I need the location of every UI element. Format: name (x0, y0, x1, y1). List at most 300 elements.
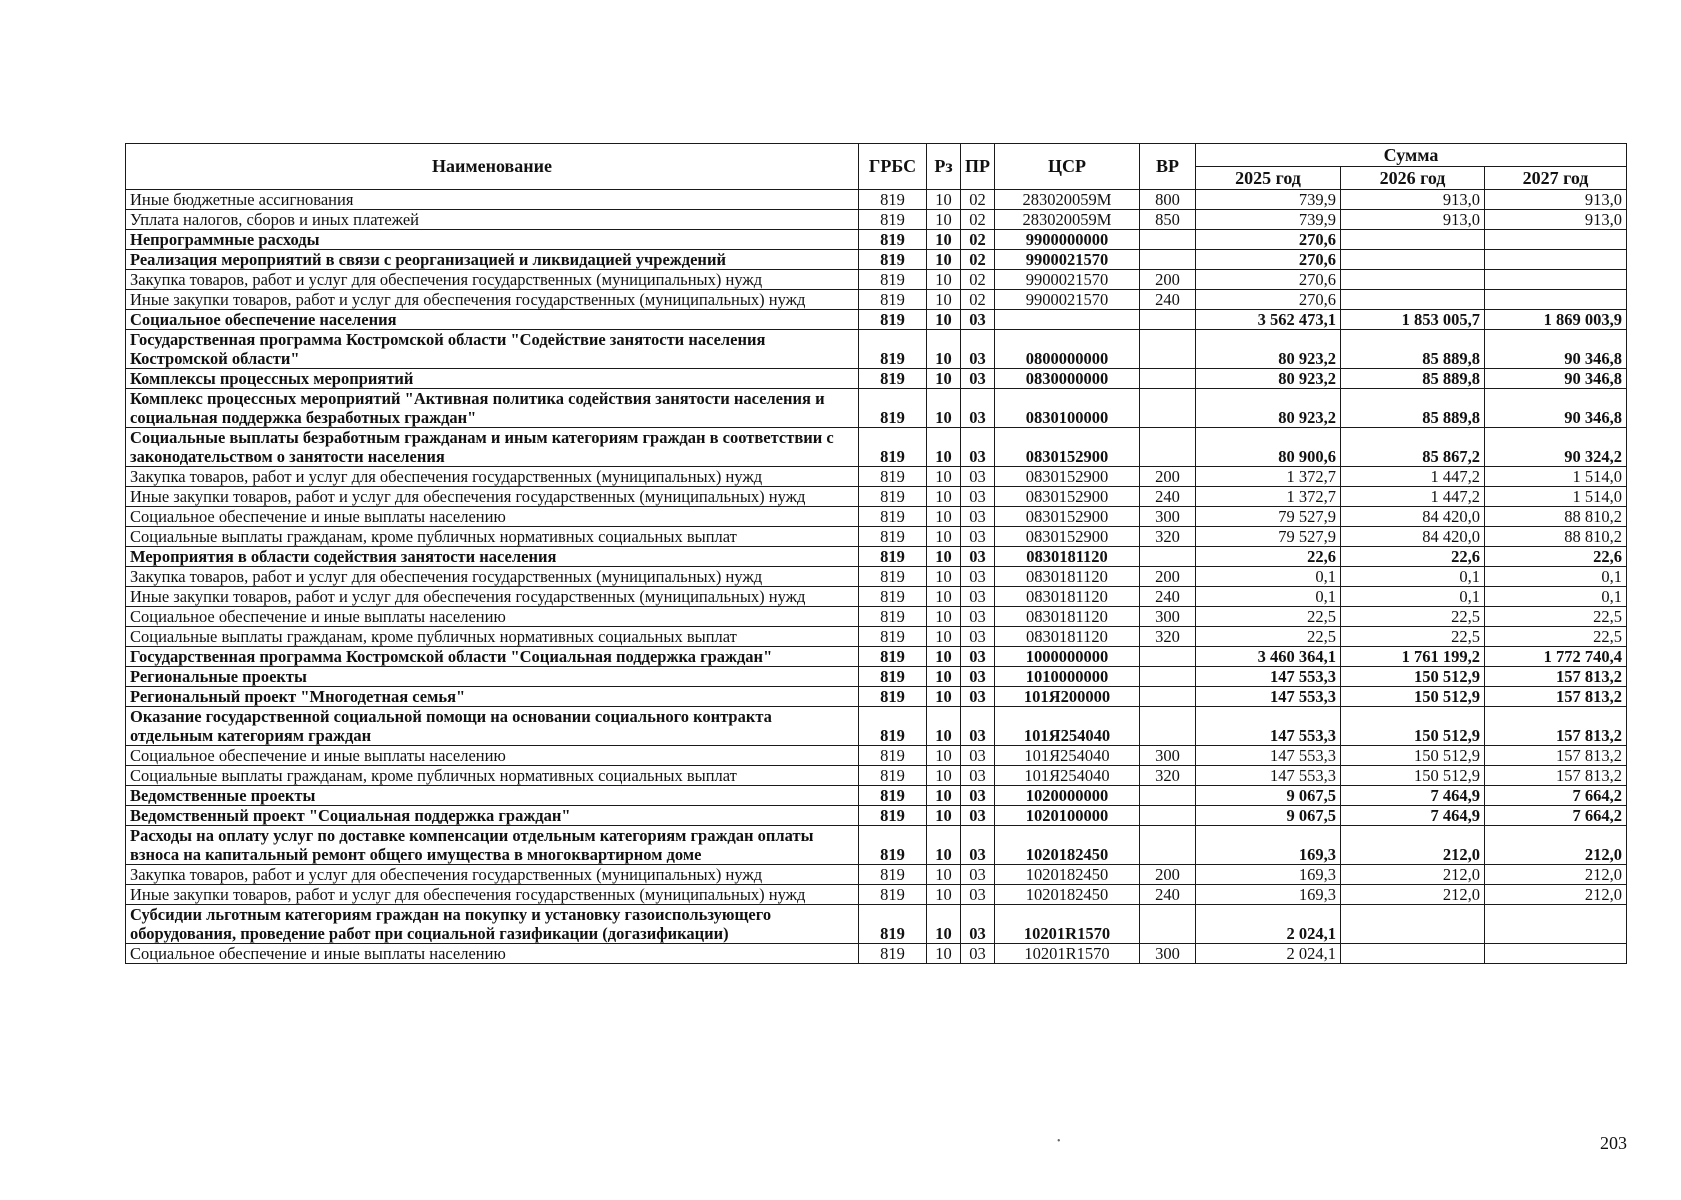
cell-name: Социальное обеспечение и иные выплаты населению (126, 746, 859, 766)
cell-pr: 03 (961, 567, 995, 587)
table-row (126, 766, 1627, 786)
cell-rz: 10 (927, 786, 961, 806)
table-row (126, 707, 1627, 746)
cell-vr: 240 (1140, 487, 1196, 507)
cell-name: Социальное обеспечение населения (126, 310, 859, 330)
cell-name: Социальное обеспечение и иные выплаты населению (126, 507, 859, 527)
cell-name: Социальные выплаты гражданам, кроме публичных нормативных социальных выплат (126, 627, 859, 647)
table-row (126, 210, 1627, 230)
cell-y2026: 1 761 199,2 (1341, 647, 1485, 667)
cell-rz: 10 (927, 428, 961, 467)
cell-vr (1140, 230, 1196, 250)
cell-y2027: 1 514,0 (1485, 467, 1627, 487)
cell-vr (1140, 250, 1196, 270)
cell-vr (1140, 369, 1196, 389)
cell-grbs: 819 (859, 905, 927, 944)
cell-y2026: 1 853 005,7 (1341, 310, 1485, 330)
cell-y2027: 157 813,2 (1485, 687, 1627, 707)
cell-y2027: 212,0 (1485, 885, 1627, 905)
cell-vr (1140, 806, 1196, 826)
cell-grbs: 819 (859, 270, 927, 290)
table-row (126, 826, 1627, 865)
cell-name: Реализация мероприятий в связи с реорганизацией и ликвидацией учреждений (126, 250, 859, 270)
cell-rz: 10 (927, 707, 961, 746)
cell-csr: 0800000000 (995, 330, 1140, 369)
cell-y2025: 169,3 (1196, 865, 1341, 885)
cell-pr: 03 (961, 885, 995, 905)
cell-vr (1140, 310, 1196, 330)
table-row (126, 190, 1627, 210)
table-row (126, 487, 1627, 507)
cell-grbs: 819 (859, 667, 927, 687)
cell-y2026: 84 420,0 (1341, 507, 1485, 527)
cell-y2027 (1485, 944, 1627, 964)
cell-name: Социальные выплаты безработным гражданам и иным категориям граждан в соответствии с законодательством о занятости населения (126, 428, 859, 467)
cell-vr: 240 (1140, 885, 1196, 905)
cell-y2026: 7 464,9 (1341, 806, 1485, 826)
cell-y2026: 913,0 (1341, 190, 1485, 210)
cell-y2027: 0,1 (1485, 587, 1627, 607)
header-2025: 2025 год (1196, 167, 1341, 190)
cell-name: Региональный проект "Многодетная семья" (126, 687, 859, 707)
table-row (126, 527, 1627, 547)
cell-grbs: 819 (859, 487, 927, 507)
cell-rz: 10 (927, 190, 961, 210)
cell-pr: 03 (961, 826, 995, 865)
cell-name: Непрограммные расходы (126, 230, 859, 250)
cell-rz: 10 (927, 330, 961, 369)
cell-y2027 (1485, 250, 1627, 270)
cell-grbs: 819 (859, 944, 927, 964)
cell-pr: 03 (961, 627, 995, 647)
table-row (126, 369, 1627, 389)
cell-pr: 03 (961, 944, 995, 964)
cell-vr (1140, 428, 1196, 467)
cell-pr: 03 (961, 310, 995, 330)
cell-y2027: 157 813,2 (1485, 707, 1627, 746)
cell-y2027: 913,0 (1485, 210, 1627, 230)
cell-y2025: 270,6 (1196, 270, 1341, 290)
cell-grbs: 819 (859, 587, 927, 607)
cell-y2026: 1 447,2 (1341, 487, 1485, 507)
header-name: Наименование (126, 144, 859, 190)
cell-name: Закупка товаров, работ и услуг для обеспечения государственных (муниципальных) нужд (126, 567, 859, 587)
cell-vr: 320 (1140, 766, 1196, 786)
cell-rz: 10 (927, 270, 961, 290)
cell-name: Социальное обеспечение и иные выплаты населению (126, 607, 859, 627)
cell-csr: 1020182450 (995, 826, 1140, 865)
cell-grbs: 819 (859, 507, 927, 527)
cell-grbs: 819 (859, 389, 927, 428)
table-row (126, 667, 1627, 687)
table-row (126, 865, 1627, 885)
cell-rz: 10 (927, 667, 961, 687)
cell-csr: 0830181120 (995, 547, 1140, 567)
cell-pr: 03 (961, 687, 995, 707)
cell-y2027: 88 810,2 (1485, 527, 1627, 547)
cell-pr: 03 (961, 905, 995, 944)
cell-name: Закупка товаров, работ и услуг для обеспечения государственных (муниципальных) нужд (126, 467, 859, 487)
cell-csr: 9900021570 (995, 290, 1140, 310)
cell-y2025: 2 024,1 (1196, 905, 1341, 944)
cell-name: Иные закупки товаров, работ и услуг для обеспечения государственных (муниципальных) нужд (126, 885, 859, 905)
cell-name: Субсидии льготным категориям граждан на покупку и установку газоиспользующего оборудования, проведение работ при социальной газификации (догазификации) (126, 905, 859, 944)
cell-pr: 03 (961, 707, 995, 746)
table-row (126, 389, 1627, 428)
cell-csr: 1010000000 (995, 667, 1140, 687)
cell-rz: 10 (927, 310, 961, 330)
cell-y2027: 90 324,2 (1485, 428, 1627, 467)
cell-csr: 0830181120 (995, 587, 1140, 607)
cell-name: Закупка товаров, работ и услуг для обеспечения государственных (муниципальных) нужд (126, 270, 859, 290)
cell-rz: 10 (927, 647, 961, 667)
cell-csr: 0830152900 (995, 428, 1140, 467)
table-row (126, 567, 1627, 587)
cell-y2025: 80 900,6 (1196, 428, 1341, 467)
cell-pr: 03 (961, 647, 995, 667)
cell-pr: 02 (961, 270, 995, 290)
cell-rz: 10 (927, 527, 961, 547)
cell-vr (1140, 547, 1196, 567)
cell-y2026 (1341, 230, 1485, 250)
cell-y2026: 212,0 (1341, 826, 1485, 865)
cell-y2026: 84 420,0 (1341, 527, 1485, 547)
cell-y2025: 169,3 (1196, 826, 1341, 865)
cell-pr: 03 (961, 330, 995, 369)
cell-y2026: 22,5 (1341, 627, 1485, 647)
cell-y2027: 913,0 (1485, 190, 1627, 210)
cell-pr: 03 (961, 428, 995, 467)
cell-csr: 0830152900 (995, 467, 1140, 487)
cell-csr: 0830181120 (995, 627, 1140, 647)
cell-vr: 850 (1140, 210, 1196, 230)
cell-name: Государственная программа Костромской области "Социальная поддержка граждан" (126, 647, 859, 667)
cell-pr: 03 (961, 766, 995, 786)
cell-csr: 283020059М (995, 210, 1140, 230)
cell-rz: 10 (927, 567, 961, 587)
cell-pr: 03 (961, 389, 995, 428)
cell-y2025: 0,1 (1196, 567, 1341, 587)
cell-y2026: 212,0 (1341, 885, 1485, 905)
cell-y2025: 22,6 (1196, 547, 1341, 567)
cell-vr (1140, 826, 1196, 865)
cell-rz: 10 (927, 290, 961, 310)
cell-vr: 200 (1140, 467, 1196, 487)
cell-grbs: 819 (859, 547, 927, 567)
table-row (126, 467, 1627, 487)
cell-csr: 101Я254040 (995, 746, 1140, 766)
cell-y2025: 1 372,7 (1196, 467, 1341, 487)
table-row (126, 647, 1627, 667)
cell-rz: 10 (927, 487, 961, 507)
header-rz: Рз (927, 144, 961, 190)
cell-grbs: 819 (859, 707, 927, 746)
cell-pr: 03 (961, 865, 995, 885)
cell-y2026: 150 512,9 (1341, 667, 1485, 687)
cell-rz: 10 (927, 826, 961, 865)
table-row (126, 885, 1627, 905)
cell-name: Ведомственные проекты (126, 786, 859, 806)
cell-pr: 03 (961, 667, 995, 687)
header-2026: 2026 год (1341, 167, 1485, 190)
cell-rz: 10 (927, 865, 961, 885)
table-row (126, 806, 1627, 826)
cell-pr: 02 (961, 250, 995, 270)
cell-name: Государственная программа Костромской области "Содействие занятости населения Костромской области" (126, 330, 859, 369)
cell-y2026: 150 512,9 (1341, 766, 1485, 786)
cell-y2026: 212,0 (1341, 865, 1485, 885)
cell-name: Комплексы процессных мероприятий (126, 369, 859, 389)
cell-y2026: 85 889,8 (1341, 330, 1485, 369)
cell-name: Комплекс процессных мероприятий "Активная политика содействия занятости населения и социальная поддержка безработных граждан" (126, 389, 859, 428)
cell-y2027: 90 346,8 (1485, 369, 1627, 389)
cell-y2025: 147 553,3 (1196, 766, 1341, 786)
cell-y2026: 7 464,9 (1341, 786, 1485, 806)
cell-rz: 10 (927, 250, 961, 270)
cell-pr: 03 (961, 467, 995, 487)
cell-vr: 300 (1140, 746, 1196, 766)
cell-csr: 0830181120 (995, 607, 1140, 627)
cell-y2025: 79 527,9 (1196, 527, 1341, 547)
cell-y2027: 22,5 (1485, 607, 1627, 627)
cell-y2026: 150 512,9 (1341, 687, 1485, 707)
cell-pr: 02 (961, 230, 995, 250)
cell-csr: 0830152900 (995, 487, 1140, 507)
cell-csr: 0830000000 (995, 369, 1140, 389)
cell-rz: 10 (927, 369, 961, 389)
cell-y2027: 1 869 003,9 (1485, 310, 1627, 330)
cell-vr (1140, 786, 1196, 806)
cell-vr: 200 (1140, 865, 1196, 885)
cell-pr: 03 (961, 527, 995, 547)
cell-csr (995, 310, 1140, 330)
cell-vr (1140, 389, 1196, 428)
table-row (126, 330, 1627, 369)
cell-y2026: 0,1 (1341, 567, 1485, 587)
cell-y2026: 150 512,9 (1341, 746, 1485, 766)
cell-y2027: 157 813,2 (1485, 746, 1627, 766)
cell-grbs: 819 (859, 826, 927, 865)
cell-y2026: 22,5 (1341, 607, 1485, 627)
cell-y2025: 147 553,3 (1196, 667, 1341, 687)
cell-vr (1140, 687, 1196, 707)
cell-y2025: 0,1 (1196, 587, 1341, 607)
cell-vr (1140, 330, 1196, 369)
cell-pr: 03 (961, 806, 995, 826)
cell-y2026: 913,0 (1341, 210, 1485, 230)
cell-grbs: 819 (859, 567, 927, 587)
cell-rz: 10 (927, 210, 961, 230)
cell-y2025: 79 527,9 (1196, 507, 1341, 527)
cell-rz: 10 (927, 885, 961, 905)
cell-rz: 10 (927, 467, 961, 487)
table-row (126, 746, 1627, 766)
table-row (126, 587, 1627, 607)
cell-y2025: 3 460 364,1 (1196, 647, 1341, 667)
cell-vr: 800 (1140, 190, 1196, 210)
cell-y2027: 0,1 (1485, 567, 1627, 587)
cell-pr: 03 (961, 786, 995, 806)
cell-y2025: 9 067,5 (1196, 786, 1341, 806)
cell-y2025: 270,6 (1196, 250, 1341, 270)
cell-y2026: 85 889,8 (1341, 369, 1485, 389)
table-body (126, 190, 1627, 964)
table-header (126, 144, 1627, 190)
cell-grbs: 819 (859, 865, 927, 885)
cell-y2027: 88 810,2 (1485, 507, 1627, 527)
cell-y2025: 1 372,7 (1196, 487, 1341, 507)
cell-vr (1140, 667, 1196, 687)
cell-y2027: 157 813,2 (1485, 766, 1627, 786)
cell-pr: 02 (961, 190, 995, 210)
cell-rz: 10 (927, 806, 961, 826)
cell-pr: 03 (961, 487, 995, 507)
cell-name: Иные бюджетные ассигнования (126, 190, 859, 210)
cell-csr: 101Я254040 (995, 707, 1140, 746)
cell-y2026 (1341, 270, 1485, 290)
cell-grbs: 819 (859, 746, 927, 766)
cell-y2025: 9 067,5 (1196, 806, 1341, 826)
cell-grbs: 819 (859, 310, 927, 330)
cell-csr: 101Я200000 (995, 687, 1140, 707)
cell-csr: 1000000000 (995, 647, 1140, 667)
table-row (126, 687, 1627, 707)
cell-y2025: 270,6 (1196, 230, 1341, 250)
cell-csr: 9900021570 (995, 270, 1140, 290)
cell-name: Закупка товаров, работ и услуг для обеспечения государственных (муниципальных) нужд (126, 865, 859, 885)
cell-rz: 10 (927, 389, 961, 428)
cell-csr: 0830181120 (995, 567, 1140, 587)
cell-vr (1140, 707, 1196, 746)
cell-y2026: 0,1 (1341, 587, 1485, 607)
cell-csr: 0830100000 (995, 389, 1140, 428)
cell-y2026 (1341, 944, 1485, 964)
cell-pr: 03 (961, 369, 995, 389)
cell-y2026: 150 512,9 (1341, 707, 1485, 746)
cell-y2027 (1485, 905, 1627, 944)
cell-y2027: 1 514,0 (1485, 487, 1627, 507)
cell-y2027: 22,6 (1485, 547, 1627, 567)
cell-name: Социальное обеспечение и иные выплаты населению (126, 944, 859, 964)
cell-y2025: 147 553,3 (1196, 746, 1341, 766)
cell-name: Мероприятия в области содействия занятости населения (126, 547, 859, 567)
cell-y2027: 90 346,8 (1485, 389, 1627, 428)
cell-vr: 300 (1140, 507, 1196, 527)
cell-vr: 320 (1140, 527, 1196, 547)
cell-y2025: 22,5 (1196, 607, 1341, 627)
cell-grbs: 819 (859, 607, 927, 627)
cell-y2025: 2 024,1 (1196, 944, 1341, 964)
cell-rz: 10 (927, 607, 961, 627)
cell-y2025: 169,3 (1196, 885, 1341, 905)
cell-name: Социальные выплаты гражданам, кроме публичных нормативных социальных выплат (126, 527, 859, 547)
budget-table (125, 143, 1627, 964)
cell-grbs: 819 (859, 647, 927, 667)
cell-y2026: 22,6 (1341, 547, 1485, 567)
cell-y2026 (1341, 290, 1485, 310)
cell-csr: 10201R1570 (995, 905, 1140, 944)
cell-name: Ведомственный проект "Социальная поддержка граждан" (126, 806, 859, 826)
cell-rz: 10 (927, 687, 961, 707)
cell-y2027: 1 772 740,4 (1485, 647, 1627, 667)
cell-vr: 320 (1140, 627, 1196, 647)
table-row (126, 627, 1627, 647)
cell-grbs: 819 (859, 290, 927, 310)
cell-y2026 (1341, 905, 1485, 944)
cell-grbs: 819 (859, 527, 927, 547)
table-row (126, 607, 1627, 627)
cell-rz: 10 (927, 507, 961, 527)
cell-rz: 10 (927, 230, 961, 250)
table-row (126, 905, 1627, 944)
cell-y2026 (1341, 250, 1485, 270)
table-row (126, 944, 1627, 964)
cell-y2025: 147 553,3 (1196, 707, 1341, 746)
cell-y2027 (1485, 230, 1627, 250)
header-grbs: ГРБС (859, 144, 927, 190)
cell-rz: 10 (927, 587, 961, 607)
cell-y2025: 80 923,2 (1196, 369, 1341, 389)
page-number: 203 (1600, 1133, 1627, 1153)
table-row (126, 507, 1627, 527)
cell-pr: 03 (961, 547, 995, 567)
cell-pr: 03 (961, 746, 995, 766)
cell-csr: 9900021570 (995, 250, 1140, 270)
table-row (126, 786, 1627, 806)
table-row (126, 428, 1627, 467)
cell-rz: 10 (927, 746, 961, 766)
cell-grbs: 819 (859, 210, 927, 230)
cell-y2027: 7 664,2 (1485, 806, 1627, 826)
cell-y2025: 147 553,3 (1196, 687, 1341, 707)
table-row (126, 547, 1627, 567)
cell-name: Иные закупки товаров, работ и услуг для обеспечения государственных (муниципальных) нужд (126, 587, 859, 607)
cell-y2025: 22,5 (1196, 627, 1341, 647)
cell-vr: 200 (1140, 270, 1196, 290)
cell-pr: 03 (961, 587, 995, 607)
cell-grbs: 819 (859, 190, 927, 210)
cell-grbs: 819 (859, 885, 927, 905)
table-row (126, 270, 1627, 290)
cell-grbs: 819 (859, 627, 927, 647)
cell-name: Социальные выплаты гражданам, кроме публичных нормативных социальных выплат (126, 766, 859, 786)
cell-vr: 300 (1140, 944, 1196, 964)
cell-csr: 1020000000 (995, 786, 1140, 806)
cell-y2027 (1485, 290, 1627, 310)
cell-rz: 10 (927, 905, 961, 944)
stray-dot: • (1057, 1136, 1061, 1147)
cell-grbs: 819 (859, 230, 927, 250)
cell-name: Иные закупки товаров, работ и услуг для обеспечения государственных (муниципальных) нужд (126, 487, 859, 507)
cell-vr: 300 (1140, 607, 1196, 627)
cell-vr: 240 (1140, 587, 1196, 607)
cell-y2025: 80 923,2 (1196, 389, 1341, 428)
cell-y2027 (1485, 270, 1627, 290)
cell-y2026: 1 447,2 (1341, 467, 1485, 487)
table-row (126, 310, 1627, 330)
table-row (126, 250, 1627, 270)
header-vr: ВР (1140, 144, 1196, 190)
cell-csr: 1020182450 (995, 885, 1140, 905)
cell-grbs: 819 (859, 467, 927, 487)
cell-y2027: 212,0 (1485, 826, 1627, 865)
cell-grbs: 819 (859, 786, 927, 806)
header-csr: ЦСР (995, 144, 1140, 190)
cell-vr (1140, 647, 1196, 667)
cell-y2027: 157 813,2 (1485, 667, 1627, 687)
cell-vr: 200 (1140, 567, 1196, 587)
cell-grbs: 819 (859, 250, 927, 270)
